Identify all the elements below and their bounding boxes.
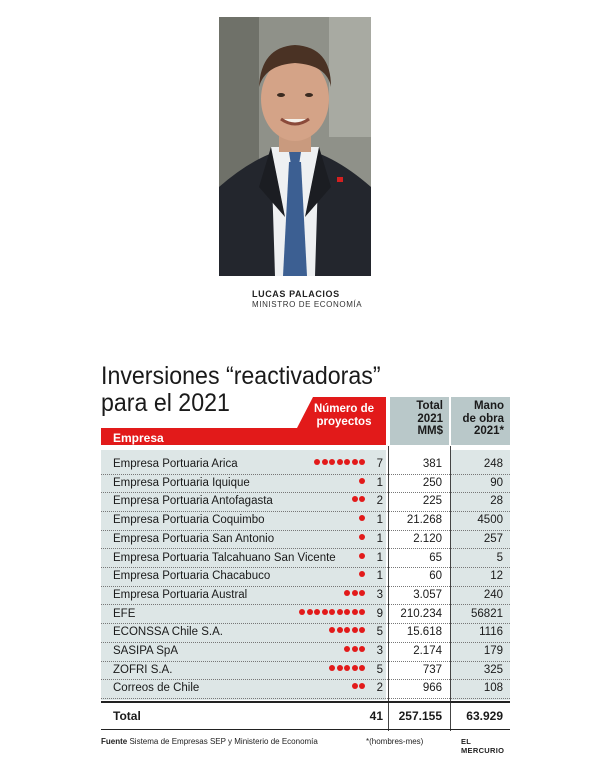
header-empresa: Empresa xyxy=(113,431,164,445)
caption-name: LUCAS PALACIOS xyxy=(252,289,340,299)
header-obra-line3: 2021* xyxy=(473,425,504,437)
project-dots xyxy=(359,478,365,484)
project-dot xyxy=(329,627,335,633)
total-mano-obra: 63.929 xyxy=(466,709,503,723)
row-mano-obra: 257 xyxy=(483,532,503,545)
project-dot xyxy=(344,609,350,615)
row-empresa: Empresa Portuaria Coquimbo xyxy=(113,514,265,527)
table-row xyxy=(101,642,510,662)
project-dot xyxy=(352,646,358,652)
table-row xyxy=(101,623,510,643)
project-dot xyxy=(352,683,358,689)
row-proyectos: 1 xyxy=(376,551,383,564)
project-dot xyxy=(344,459,350,465)
project-dot xyxy=(329,609,335,615)
row-empresa: Empresa Portuaria Austral xyxy=(113,588,248,601)
portrait-photo xyxy=(219,17,371,276)
project-dots xyxy=(329,627,365,633)
row-empresa: ECONSSA Chile S.A. xyxy=(113,626,223,639)
row-proyectos: 5 xyxy=(376,626,383,639)
row-mano-obra: 12 xyxy=(490,570,503,583)
row-proyectos: 3 xyxy=(376,588,383,601)
footer-brand: EL MERCURIO xyxy=(461,737,505,755)
project-dots xyxy=(329,665,365,671)
row-inversion: 225 xyxy=(422,495,442,508)
row-inversion: 60 xyxy=(429,570,442,583)
row-mano-obra: 1116 xyxy=(479,626,503,639)
row-mano-obra: 325 xyxy=(483,663,503,676)
total-row xyxy=(101,703,510,729)
row-mano-obra: 240 xyxy=(483,588,503,601)
row-mano-obra: 5 xyxy=(496,551,503,564)
project-dot xyxy=(359,665,365,671)
row-inversion: 3.057 xyxy=(413,588,442,601)
header-inversion-line3: MM$ xyxy=(417,425,443,437)
project-dot xyxy=(337,627,343,633)
title-line-1: Inversiones “reactivadoras” xyxy=(101,362,381,390)
header-proyectos-line1: Número de xyxy=(313,403,375,415)
table-row xyxy=(101,455,510,475)
project-dot xyxy=(344,665,350,671)
project-dot xyxy=(359,683,365,689)
project-dot xyxy=(307,609,313,615)
header-mano-obra xyxy=(451,397,510,445)
project-dot xyxy=(322,609,328,615)
row-proyectos: 3 xyxy=(376,645,383,657)
total-inversion: 257.155 xyxy=(398,709,442,723)
row-proyectos: 5 xyxy=(376,663,383,676)
row-proyectos: 7 xyxy=(376,458,383,470)
row-empresa: Empresa Portuaria Talcahuano San Vicente xyxy=(113,551,336,564)
project-dot xyxy=(359,553,365,559)
project-dots xyxy=(299,609,365,615)
project-dot xyxy=(352,627,358,633)
row-inversion: 21.268 xyxy=(406,514,442,527)
project-dot xyxy=(359,627,365,633)
table-row xyxy=(101,567,510,587)
total-label: Total xyxy=(113,709,141,723)
table-row xyxy=(101,605,510,625)
project-dots xyxy=(359,553,365,559)
project-dots xyxy=(352,683,366,689)
project-dot xyxy=(359,496,365,502)
row-empresa: Correos de Chile xyxy=(113,682,200,695)
project-dot xyxy=(344,590,350,596)
column-divider xyxy=(388,446,389,731)
header-obra-line2: de obra xyxy=(462,412,504,425)
row-empresa: EFE xyxy=(113,607,136,620)
table-row xyxy=(101,679,510,699)
project-dot xyxy=(337,459,343,465)
row-inversion: 737 xyxy=(422,663,442,676)
project-dots xyxy=(352,496,366,502)
photo-caption xyxy=(252,289,362,309)
row-empresa: SASIPA SpA xyxy=(113,645,178,657)
header-proyectos-line2: proyectos xyxy=(316,416,372,428)
header-proyectos xyxy=(308,403,380,429)
project-dots xyxy=(359,534,365,540)
project-dot xyxy=(322,459,328,465)
project-dot xyxy=(352,459,358,465)
title-line-2: para el 2021 xyxy=(101,389,230,417)
footer-source-text: Sistema de Empresas SEP y Ministerio de Economía xyxy=(129,737,318,746)
project-dot xyxy=(352,665,358,671)
row-inversion: 65 xyxy=(429,551,442,564)
row-empresa: Empresa Portuaria Arica xyxy=(113,458,238,470)
project-dot xyxy=(329,459,335,465)
header-inversion xyxy=(390,397,449,445)
row-proyectos: 1 xyxy=(376,532,383,545)
project-dot xyxy=(352,609,358,615)
project-dot xyxy=(344,646,350,652)
row-mano-obra: 4500 xyxy=(477,514,503,527)
table-row xyxy=(101,661,510,681)
row-mano-obra: 56821 xyxy=(471,607,503,620)
header-inversion-line1: Total xyxy=(416,400,443,412)
footer-note: *(hombres-mes) xyxy=(366,737,424,746)
project-dot xyxy=(359,571,365,577)
project-dot xyxy=(314,609,320,615)
row-empresa: ZOFRI S.A. xyxy=(113,663,173,676)
project-dot xyxy=(344,627,350,633)
project-dot xyxy=(329,665,335,671)
project-dot xyxy=(314,459,320,465)
project-dot xyxy=(352,590,358,596)
row-inversion: 2.174 xyxy=(413,645,442,657)
row-mano-obra: 90 xyxy=(490,476,503,489)
project-dots xyxy=(314,459,365,465)
row-inversion: 381 xyxy=(422,458,442,470)
row-inversion: 966 xyxy=(422,682,442,695)
row-empresa: Empresa Portuaria Antofagasta xyxy=(113,495,273,508)
row-mano-obra: 108 xyxy=(483,682,503,695)
project-dots xyxy=(344,646,365,652)
row-mano-obra: 179 xyxy=(483,645,503,657)
project-dot xyxy=(337,609,343,615)
project-dot xyxy=(359,515,365,521)
project-dot xyxy=(359,534,365,540)
project-dot xyxy=(299,609,305,615)
total-proyectos: 41 xyxy=(369,709,383,723)
row-empresa: Empresa Portuaria Iquique xyxy=(113,476,250,489)
row-proyectos: 2 xyxy=(376,495,383,508)
row-proyectos: 1 xyxy=(376,570,383,583)
row-empresa: Empresa Portuaria Chacabuco xyxy=(113,570,271,583)
project-dot xyxy=(359,646,365,652)
project-dot xyxy=(359,609,365,615)
row-proyectos: 9 xyxy=(376,607,383,620)
row-proyectos: 2 xyxy=(376,682,383,695)
caption-role: MINISTRO DE ECONOMÍA xyxy=(252,300,363,309)
project-dot xyxy=(359,590,365,596)
row-proyectos: 1 xyxy=(376,514,383,527)
table-row xyxy=(101,530,510,550)
row-empresa: Empresa Portuaria San Antonio xyxy=(113,532,275,545)
column-divider xyxy=(450,446,451,731)
row-proyectos: 1 xyxy=(376,476,383,489)
total-bottom-line xyxy=(101,729,510,730)
table-row xyxy=(101,474,510,494)
project-dots xyxy=(344,590,365,596)
project-dots xyxy=(359,571,365,577)
table-row xyxy=(101,492,510,512)
table-row xyxy=(101,511,510,531)
project-dot xyxy=(337,665,343,671)
table-row xyxy=(101,549,510,569)
row-mano-obra: 248 xyxy=(483,458,503,470)
row-inversion: 2.120 xyxy=(413,532,442,545)
project-dots xyxy=(359,515,365,521)
footer-source-label: Fuente xyxy=(101,737,128,746)
project-dot xyxy=(359,459,365,465)
header-obra-line1: Mano xyxy=(473,400,504,412)
footer xyxy=(101,737,513,755)
row-inversion: 15.618 xyxy=(406,626,442,639)
table-row xyxy=(101,586,510,606)
row-inversion: 250 xyxy=(422,476,442,489)
row-mano-obra: 28 xyxy=(490,495,503,508)
row-inversion: 210.234 xyxy=(400,607,442,620)
project-dot xyxy=(352,496,358,502)
header-inversion-line2: 2021 xyxy=(417,412,443,425)
project-dot xyxy=(359,478,365,484)
